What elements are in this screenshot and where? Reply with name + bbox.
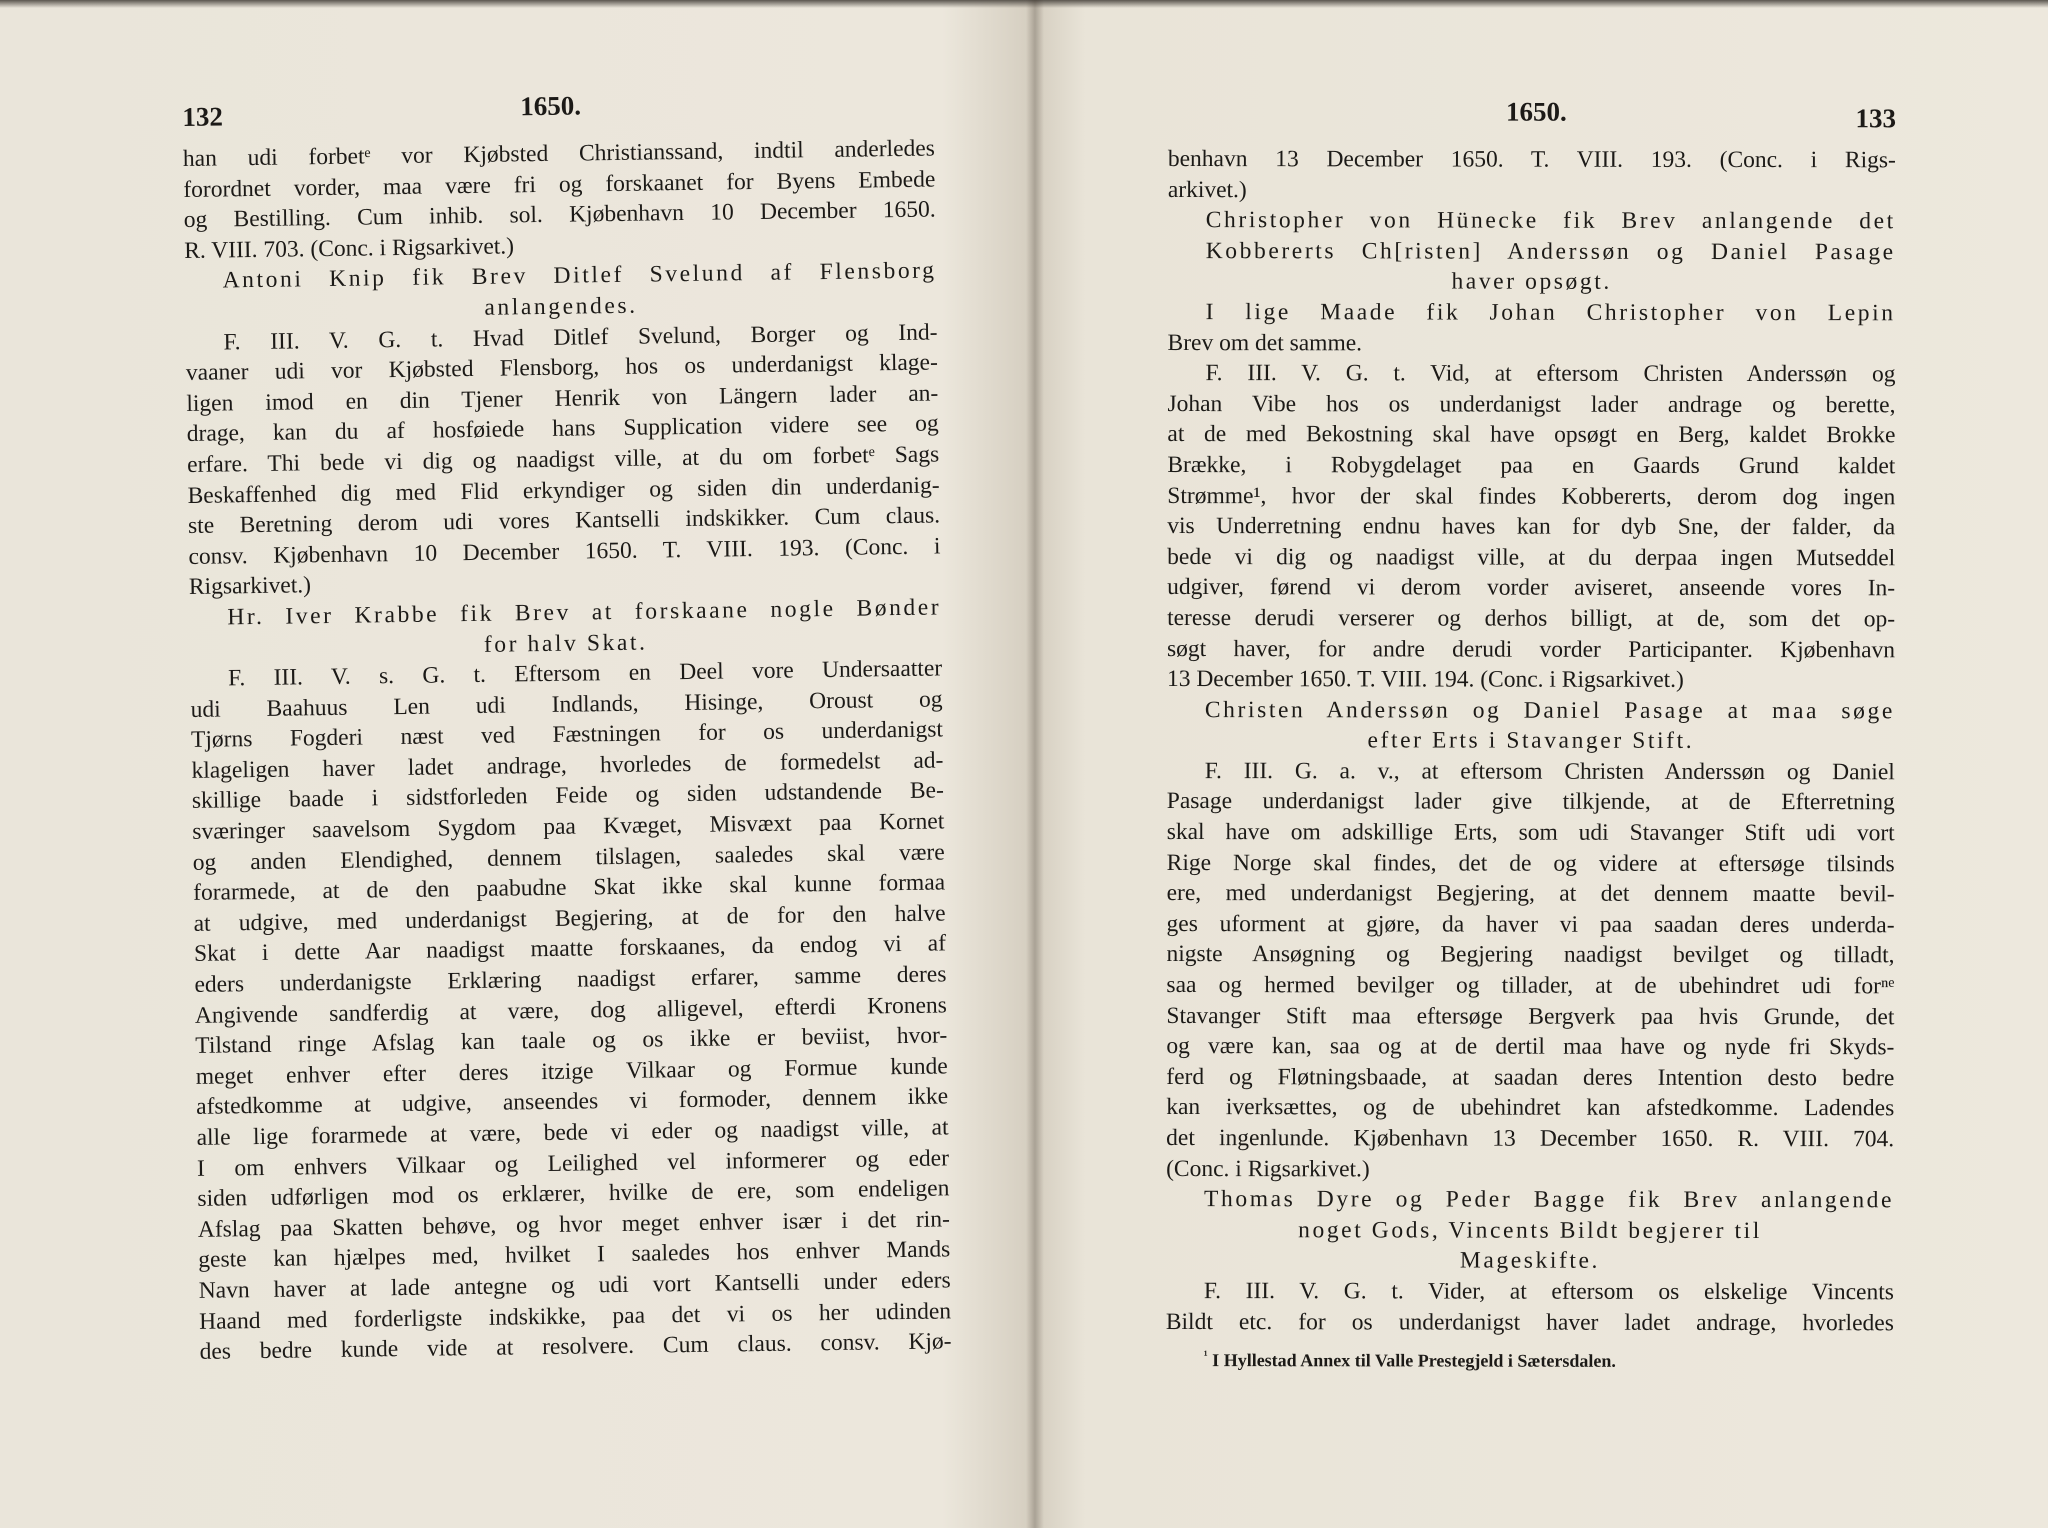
text-line: nigste Ansøgning og Begjering naadigst bevilget og tilladt, bbox=[1166, 941, 1895, 969]
text-line: Rigsarkivet.) bbox=[188, 572, 312, 601]
text-line: klageligen haver ladet andrage, hvorledes de formedelst ad- bbox=[191, 747, 944, 784]
text-line: at de med Bekostning skal have opsøgt en Berg, kaldet Brokke bbox=[1167, 421, 1896, 449]
text-line: ste Beretning derom udi vores Kantselli indskikker. Cum claus. bbox=[187, 502, 941, 540]
text-line: at udgive, med underdanigst Begjering, at de for den halve bbox=[193, 900, 946, 937]
text-line: F. III. V. G. t. Vider, at eftersom os elskelige Vincents bbox=[1203, 1278, 1894, 1306]
text-line: vis Underretning endnu haves kan for dyb Sne, der falder, da bbox=[1167, 513, 1896, 541]
text-line: des bedre kunde vide at resolvere. Cum claus. consv. Kjø- bbox=[199, 1328, 952, 1366]
text-line: Hr. Iver Krabbe fik Brev at forskaane nogle Bønder bbox=[227, 594, 942, 631]
text-line: Navn haver at lade antegne og udi vort Kantselli under eders bbox=[198, 1267, 951, 1304]
text-line: erfare. Thi bede vi dig og naadigst ville, at du om forbetᵉ Sags bbox=[187, 441, 940, 478]
text-line: skillige baade i sidstforleden Feide og siden udstandende Be- bbox=[191, 777, 945, 815]
text-line: noget Gods, Vincents Bildt begjerer til bbox=[1298, 1217, 1762, 1244]
text-line: ferd og Fløtningsbaade, at saadan deres Intention desto bedre bbox=[1166, 1063, 1895, 1092]
running-head-year: 1650. bbox=[1505, 96, 1567, 127]
footnote-text: I Hyllestad Annex til Valle Prestegjeld i Sætersdalen. bbox=[1212, 1350, 1616, 1371]
text-line: søgt haver, for andre derudi vorder Participanter. Kjøbenhavn bbox=[1167, 635, 1896, 663]
text-line: det ingenlunde. Kjøbenhavn 13 December 1650. R. VIII. 704. bbox=[1166, 1124, 1895, 1153]
text-line: Brække, i Robygdelaget paa en Gaards Grund kaldet bbox=[1167, 451, 1896, 480]
left-running-head bbox=[182, 82, 935, 144]
text-line: Mageskifte. bbox=[1459, 1247, 1601, 1275]
text-line: F. III. V. s. G. t. Eftersom en Deel vore Undersaatter bbox=[228, 655, 943, 692]
left-page bbox=[182, 82, 952, 1368]
text-line: forarmede, at de den paabudne Skat ikke skal kunne formaa bbox=[193, 869, 946, 907]
text-line: F. III. G. a. v., at eftersom Christen Anderssøn og Daniel bbox=[1204, 757, 1895, 786]
text-line: sværinger saavelsom Sygdom paa Kvæget, Misvæxt paa Kornet bbox=[192, 808, 945, 845]
text-line: skal have om adskillige Erts, som udi Stavanger Stift udi vort bbox=[1166, 819, 1895, 847]
text-line: geste kan hjælpes med, hvilket I saaledes hos enhver Mands bbox=[198, 1236, 951, 1274]
left-page-body bbox=[183, 133, 952, 1367]
text-line: Tjørns Fogderi næst ved Fæstningen for os underdanigst bbox=[190, 716, 944, 754]
text-line: Rige Norge skal findes, det de og videre at eftersøge tilsinds bbox=[1166, 849, 1895, 877]
text-line: R. VIII. 703. (Conc. i Rigsarkivet.) bbox=[184, 233, 515, 264]
text-line: anlangendes. bbox=[484, 292, 638, 321]
text-line: afstedkomme at udgive, anseendes vi formoder, dennem ikke bbox=[195, 1083, 949, 1121]
text-line: siden udførligen mod os erklærer, hvilke de ere, som endeligen bbox=[197, 1175, 950, 1213]
text-line: kan iverksættes, og de ubehindret kan afstedkomme. Ladendes bbox=[1166, 1094, 1895, 1122]
book-gutter bbox=[1026, 0, 1044, 1528]
text-line: vaaner udi vor Kjøbsted Flensborg, hos os underdanigst klage- bbox=[185, 349, 939, 387]
text-line: eders underdanigste Erklæring naadigst erfarer, samme deres bbox=[194, 961, 947, 998]
text-line: ere, med underdanigst Begjering, at det dennem maatte bevil- bbox=[1166, 880, 1895, 908]
text-line: forordnet vorder, maa være fri og forskaanet for Byens Embede bbox=[183, 166, 936, 203]
text-line: efter Erts i Stavanger Stift. bbox=[1367, 727, 1695, 755]
text-line: Afslag paa Skatten behøve, og hvor meget enhver især i det rin- bbox=[197, 1206, 950, 1243]
text-line: drage, kan du af hosføiede hans Supplication videre see og bbox=[186, 410, 939, 448]
text-line: benhavn 13 December 1650. T. VIII. 193. (Conc. i Rigs- bbox=[1167, 145, 1896, 174]
text-line: Haand med forderligste indskikke, paa det vi os her udinden bbox=[198, 1297, 952, 1335]
text-line: Skat i dette Aar naadigst maatte forskaanes, da endog vi af bbox=[193, 930, 947, 968]
text-line: F. III. V. G. t. Hvad Ditlef Svelund, Borger og Ind- bbox=[223, 319, 938, 356]
text-line: og være kan, saa og at de dertil maa have og nyde fri Skyds- bbox=[1166, 1033, 1895, 1061]
text-line: I lige Maade fik Johan Christopher von Lepin bbox=[1205, 299, 1896, 327]
text-line: Antoni Knip fik Brev Ditlef Svelund af Flensborg bbox=[222, 257, 937, 294]
text-line: Pasage underdanigst lader give tilkjende, at de Efterretning bbox=[1166, 788, 1895, 816]
text-line: saa og hermed bevilger og tillader, at de ubehindret udi forⁿᵉ bbox=[1166, 972, 1895, 1000]
text-line: (Conc. i Rigsarkivet.) bbox=[1166, 1155, 1370, 1182]
text-line: Johan Vibe hos os underdanigst lader andrage og berette, bbox=[1167, 390, 1896, 419]
text-line: ligen imod en din Tjener Henrik von Längern lader an- bbox=[186, 380, 939, 417]
page-top-shadow bbox=[0, 0, 2048, 8]
text-line: Thomas Dyre og Peder Bagge fik Brev anlangende bbox=[1204, 1186, 1895, 1214]
text-line: Bildt etc. for os underdanigst haver ladet andrage, hvorledes bbox=[1165, 1308, 1894, 1336]
footnote-marker: ¹ bbox=[1203, 1347, 1208, 1363]
right-page bbox=[1166, 92, 1896, 1373]
text-line: 13 December 1650. T. VIII. 194. (Conc. i Rigsarkivet.) bbox=[1166, 666, 1684, 693]
right-running-head bbox=[1168, 92, 1896, 145]
text-line: Strømme¹, hvor der skal findes Kobbererts, derom dog ingen bbox=[1167, 482, 1896, 510]
text-line: Beskaffenhed dig med Flid erkyndiger og siden din underdanig- bbox=[187, 471, 940, 509]
running-head-year: 1650. bbox=[520, 90, 582, 122]
text-line: meget enhver efter deres itzige Vilkaar og Formue kunde bbox=[195, 1053, 948, 1090]
text-line: Kobbererts Ch[risten] Anderssøn og Daniel Pasage bbox=[1205, 237, 1896, 266]
text-line: ges uforment at gjøre, da haver vi paa saadan deres underda- bbox=[1166, 910, 1895, 939]
text-line: udi Baahuus Len udi Indlands, Hisinge, Oroust og bbox=[190, 686, 943, 723]
text-line: bede vi dig og naadigst ville, at du derpaa ingen Mutseddel bbox=[1167, 543, 1896, 571]
text-line: Christen Anderssøn og Daniel Pasage at maa søge bbox=[1204, 696, 1895, 724]
text-line: arkivet.) bbox=[1167, 176, 1247, 203]
text-line: Brev om det samme. bbox=[1167, 329, 1363, 356]
text-line: Angivende sandferdig at være, dog alligevel, efterdi Kronens bbox=[194, 992, 948, 1029]
text-line: alle lige forarmede at være, bede vi eder og naadigst ville, at bbox=[196, 1114, 949, 1151]
text-line: udgiver, førend vi derom vorder aviseret, anseende vores In- bbox=[1167, 574, 1896, 602]
text-line: og Bestilling. Cum inhib. sol. Kjøbenhavn 10 December 1650. bbox=[183, 196, 936, 234]
footnote bbox=[1166, 1343, 1894, 1373]
text-line: Tilstand ringe Afslag kan taale og os ikke er beviist, hvor- bbox=[195, 1022, 948, 1060]
page-number: 133 bbox=[1855, 103, 1896, 134]
text-line: teresse derudi verserer og derhos billigt, at de, som det op- bbox=[1167, 604, 1896, 633]
text-line: consv. Kjøbenhavn 10 December 1650. T. VIII. 193. (Conc. i bbox=[188, 533, 941, 570]
text-line: for halv Skat. bbox=[483, 629, 648, 658]
text-line: og anden Elendighed, dennem tilslagen, saaledes skal være bbox=[192, 839, 945, 876]
text-line: I om enhvers Vilkaar og Leilighed vel informerer og eder bbox=[196, 1144, 950, 1182]
right-page-body bbox=[1166, 144, 1896, 1338]
text-line: Stavanger Stift maa eftersøge Bergverk paa hvis Grunde, det bbox=[1166, 1002, 1895, 1030]
text-line: haver opsøgt. bbox=[1451, 268, 1612, 296]
text-line: han udi forbetᵉ vor Kjøbsted Christianssand, indtil anderledes bbox=[182, 135, 936, 172]
page-number: 132 bbox=[182, 101, 224, 132]
text-line: F. III. V. G. t. Vid, at eftersom Christen Anderssøn og bbox=[1205, 360, 1896, 388]
text-line: Christopher von Hünecke fik Brev anlangende det bbox=[1205, 207, 1896, 235]
